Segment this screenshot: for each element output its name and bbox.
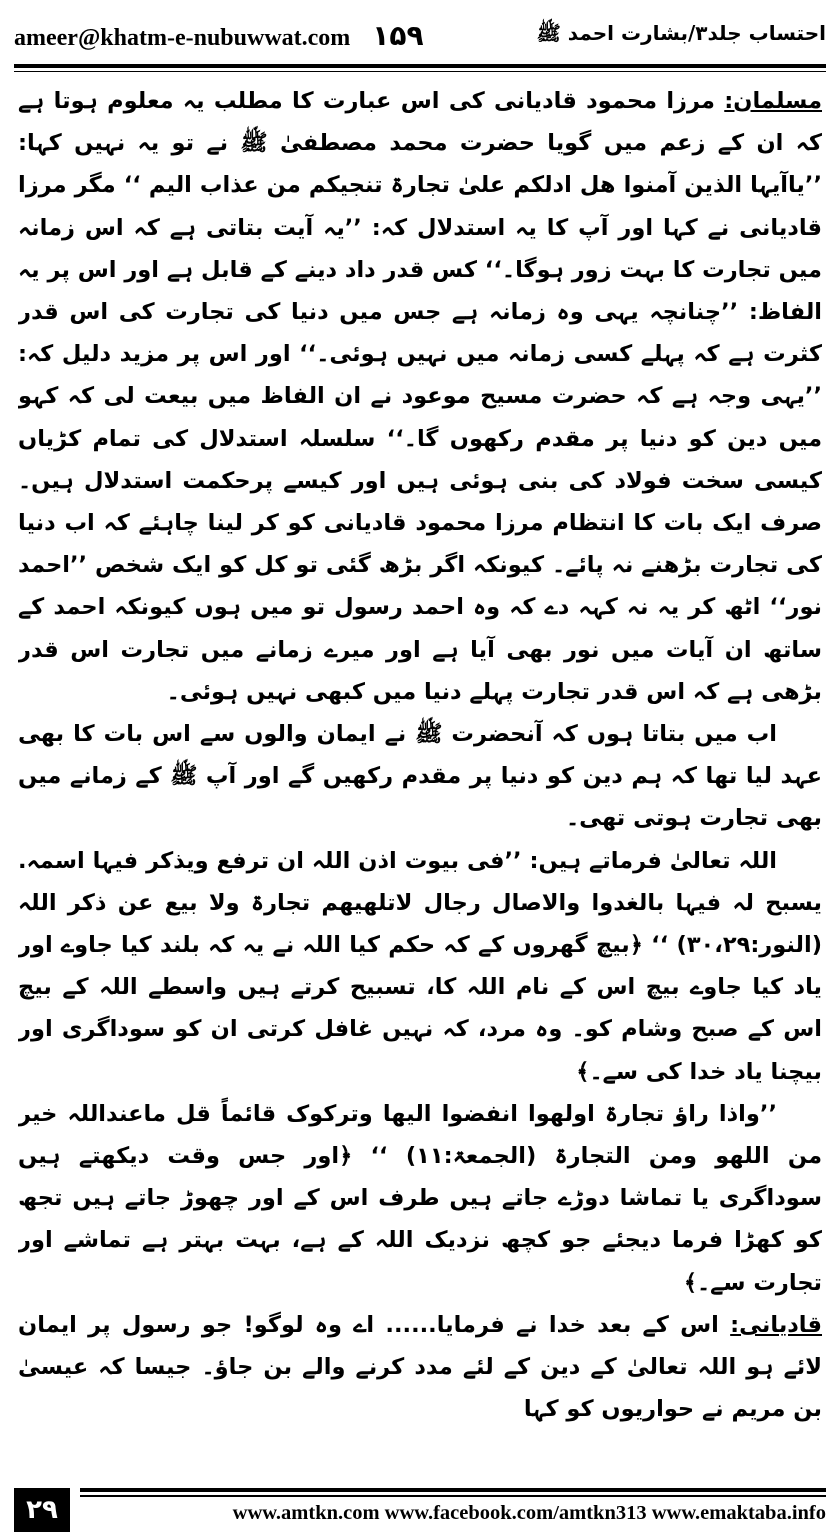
paragraph-3 [18, 840, 822, 1093]
header-email: ameer@khatm-e-nubuwwat.com [14, 24, 351, 51]
footer-page-box: ۲۹ [14, 1488, 70, 1532]
footer-links: www.amtkn.com www.facebook.com/amtkn313 www.emaktaba.info [232, 1502, 826, 1524]
header-left [14, 19, 424, 52]
book-title: احتساب جلد۳/بشارت احمد ﷺ [536, 20, 826, 45]
page-header [14, 10, 826, 60]
text-run: اب میں بتاتا ہوں کہ آنحضرت ﷺ نے ایمان والوں سے اس بات کا بھی عہد لیا تھا کہ ہم دین کو دنیا پر مقدم رکھیں گے اور آپ ﷺ کے زمانے میں بھی تجارت ہوتی تھی۔ [18, 721, 822, 832]
page-body [18, 80, 822, 1466]
page-number: ۱۵۹ [372, 18, 424, 52]
arabic-verse: فی بیوت اذن اللہ ان ترفع ویذکر فیہا اسمہ. یسبح لہ فیہا بالغدوا والاصال رجال لاتلھیھم تجارۃ ولا بیع عن ذکر اللہ [18, 847, 822, 916]
speaker-muslim: مسلمان: [724, 88, 822, 114]
arabic-verse: واذا راؤ تجارۃ اولھوا انفضوا الیھا وترکوک قائماً قل ماعنداللہ خیر من اللھو ومن التجارۃ [18, 1100, 822, 1170]
footer-rule [80, 1488, 826, 1492]
verse-reference: (الجمعۃ:۱۱) [405, 1143, 555, 1170]
footer-rule-thin [80, 1495, 826, 1497]
paragraph-5 [18, 1304, 822, 1431]
text-run: اللہ تعالیٰ فرماتے ہیں: ’’ [504, 847, 778, 874]
paragraph-1 [18, 80, 822, 713]
text-run: مرزا محمود قادیانی کی اس عبارت کا مطلب یہ معلوم ہوتا ہے کہ ان کے زعم میں گویا حضرت محمد مصطفیٰ ﷺ نے تو یہ نہیں کہا: ’’ [18, 88, 822, 199]
text-run: اس کے بعد خدا نے فرمایا...... اے وہ لوگو! جو رسول پر ایمان لائے ہو اللہ تعالیٰ کے دین کے لئے مدد کرنے والے بن جاؤ۔ جیسا کہ عیسیٰ بن مریم نے حواریوں کو کہا [18, 1311, 822, 1423]
verse-reference: (النور:۳۰،۲۹) [676, 932, 822, 959]
header-rule-thin [14, 71, 826, 72]
header-rule [14, 64, 826, 68]
text-run: ‘‘ ﴿اور جس وقت دیکھتے ہیں سوداگری یا تماشا دوڑے جاتے ہیں طرف اس کے اور چھوڑ جاتے ہیں تجھ کو کھڑا فرما دیجئے جو کچھ نزدیک اللہ کے ہے، بہت بہتر ہے تماشے اور تجارت سے۔﴾ [18, 1143, 822, 1296]
arabic-verse: یاآیہا الذین آمنوا ھل ادلکم علیٰ تجارۃ تنجیکم من عذاب الیم [148, 172, 805, 199]
paragraph-4 [18, 1093, 822, 1304]
page-footer [0, 1478, 840, 1540]
paragraph-2 [18, 713, 822, 840]
text-run: ‘‘ مگر مرزا قادیانی نے کہا اور آپ کا یہ استدلال کہ: ’’یہ آیت بتاتی ہے کہ اس زمانہ میں تجارت کا بہت زور ہوگا۔‘‘ کس قدر داد دینے کے قابل ہے اور اس پر یہ الفاظ: ’’چنانچہ یہی وہ زمانہ ہے جس میں دنیا کی تجارت کی اس قدر کثرت ہے کہ پہلے کسی زمانہ میں نہیں ہوئی۔‘‘ اور اس پر مزید دلیل کہ: ’’یہی وجہ ہے کہ حضرت مسیح موعود نے ان الفاظ میں بیعت لی کہ کہو میں دین کو دنیا پر مقدم رکھوں گا۔‘‘ سلسلہ استدلال کی تمام کڑیاں کیسی سخت فولاد کی بنی ہوئی ہیں اور کیسے پرحکمت استدلال ہیں۔ صرف ایک بات کا انتظام مرزا محمود قادیانی کو کر لینا چاہئے کہ اب دنیا کی تجارت بڑھنے نہ پائے۔ کیونکہ اگر بڑھ گئی تو کل کو ایک شخص ’’احمد نور‘‘ اٹھ کر یہ نہ کہہ دے کہ وہ احمد رسول تو میں ہوں کیونکہ احمد کے ساتھ ان آیات میں نور بھی آیا ہے اور میرے زمانے میں تجارت اس قدر بڑھی ہے کہ اس قدر تجارت پہلے دنیا میں کبھی نہیں ہوئی۔ [18, 172, 822, 705]
text-run: ’’ [759, 1100, 777, 1127]
speaker-qadiani: قادیانی: [730, 1311, 822, 1338]
text-run: ‘‘ ﴿بیچ گھروں کے کہ حکم کیا اللہ نے یہ کہ بلند کیا جاوے اور یاد کیا جاوے بیچ اس کے نام اللہ کا، تسبیح کرتے ہیں واسطے اللہ کے بیچ اس کے صبح وشام کو۔ وہ مرد، کہ نہیں غافل کرتی ان کو سوداگری اور بیچنا یاد خدا کی سے۔﴾ [18, 932, 822, 1085]
